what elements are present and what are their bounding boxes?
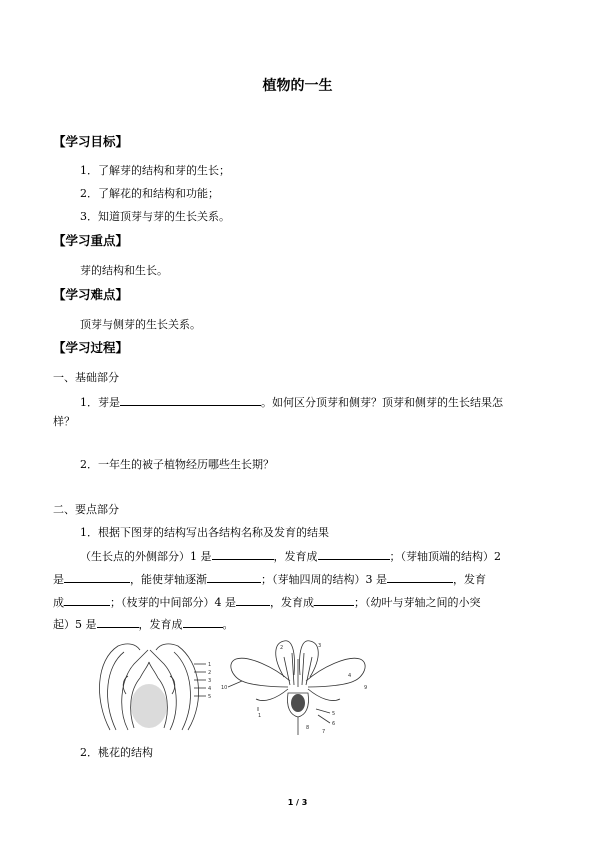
q1-suffix: 。如何区分顶芽和侧芽？顶芽和侧芽的生长结果怎	[261, 396, 503, 409]
fill-text: ，发育成	[270, 596, 314, 609]
difficulty-text: 顶芽与侧芽的生长关系。	[80, 318, 201, 331]
key-heading: 【学习重点】	[53, 233, 129, 248]
flower-label: 10	[221, 685, 228, 691]
fill-text: ；（芽轴四周的结构）3 是	[261, 573, 387, 586]
fill-text: ，发育	[453, 573, 486, 586]
flower-label: 5	[332, 711, 336, 717]
bud-label: 1	[208, 662, 212, 668]
fill-line-1	[80, 548, 501, 564]
fill-text: ，发育成	[273, 550, 318, 563]
part1-heading: 一、基础部分	[53, 371, 119, 384]
answer-blank[interactable]	[183, 616, 223, 628]
answer-blank[interactable]	[318, 548, 390, 560]
flower-label: 6	[332, 721, 336, 727]
answer-blank[interactable]	[236, 594, 270, 606]
answer-blank[interactable]	[212, 548, 274, 560]
part2-heading: 二、要点部分	[53, 503, 119, 516]
flower-label: 2	[280, 645, 284, 651]
answer-blank[interactable]	[387, 571, 453, 583]
answer-blank[interactable]	[120, 394, 261, 406]
fill-text: 。	[222, 618, 234, 631]
flower-label: 7	[322, 729, 326, 735]
bud-label: 5	[208, 694, 212, 700]
peach-flower-figure	[218, 637, 376, 737]
part1-question-1	[80, 394, 503, 410]
page-title: 植物的一生	[262, 78, 333, 94]
process-heading: 【学习过程】	[53, 340, 129, 355]
fill-text: （生长点的外侧部分）1 是	[80, 550, 212, 563]
answer-blank[interactable]	[64, 571, 130, 583]
answer-blank[interactable]	[97, 616, 139, 628]
answer-blank[interactable]	[314, 594, 354, 606]
bud-structure-figure	[88, 640, 216, 732]
bud-label: 2	[208, 670, 212, 676]
difficulty-heading: 【学习难点】	[53, 287, 129, 302]
goals-heading: 【学习目标】	[53, 134, 129, 149]
flower-label: 4	[348, 673, 352, 679]
flower-label: 9	[364, 685, 368, 691]
goal-item: 3．知道顶芽与芽的生长关系。	[80, 210, 230, 223]
answer-blank[interactable]	[64, 594, 110, 606]
q1-prefix: 1．芽是	[80, 396, 120, 409]
fill-text: ；（幼叶与芽轴之间的小突	[354, 596, 481, 609]
page-number: 1 / 3	[287, 798, 308, 807]
fill-line-2	[53, 571, 486, 587]
goal-item: 1．了解芽的结构和芽的生长；	[80, 164, 230, 177]
fill-text: 成	[53, 596, 64, 609]
bud-label: 3	[208, 678, 212, 684]
key-text: 芽的结构和生长。	[80, 264, 168, 277]
goal-item: 2．了解花的和结构和功能；	[80, 187, 219, 200]
fill-text: ；（芽轴顶端的结构）2	[389, 550, 501, 563]
fill-text: 是	[53, 573, 64, 586]
fill-text: 起）5 是	[53, 618, 97, 631]
part1-question-1-cont: 样？	[53, 415, 75, 428]
answer-blank[interactable]	[207, 571, 261, 583]
flower-label: 3	[318, 643, 322, 649]
fill-text: ，发育成	[138, 618, 183, 631]
fill-line-3	[53, 594, 481, 610]
part2-question-1: 1．根据下图芽的结构写出各结构名称及发育的结果	[80, 526, 329, 539]
fill-text: ；（枝芽的中间部分）4 是	[110, 596, 236, 609]
flower-label: 8	[306, 725, 310, 731]
flower-label: 1	[258, 713, 262, 719]
bud-label: 4	[208, 686, 212, 692]
fill-line-4	[53, 616, 234, 632]
fill-text: ，能使芽轴逐渐	[130, 573, 207, 586]
part1-question-2: 2．一年生的被子植物经历哪些生长期？	[80, 458, 274, 471]
part2-question-2: 2．桃花的结构	[80, 746, 153, 759]
